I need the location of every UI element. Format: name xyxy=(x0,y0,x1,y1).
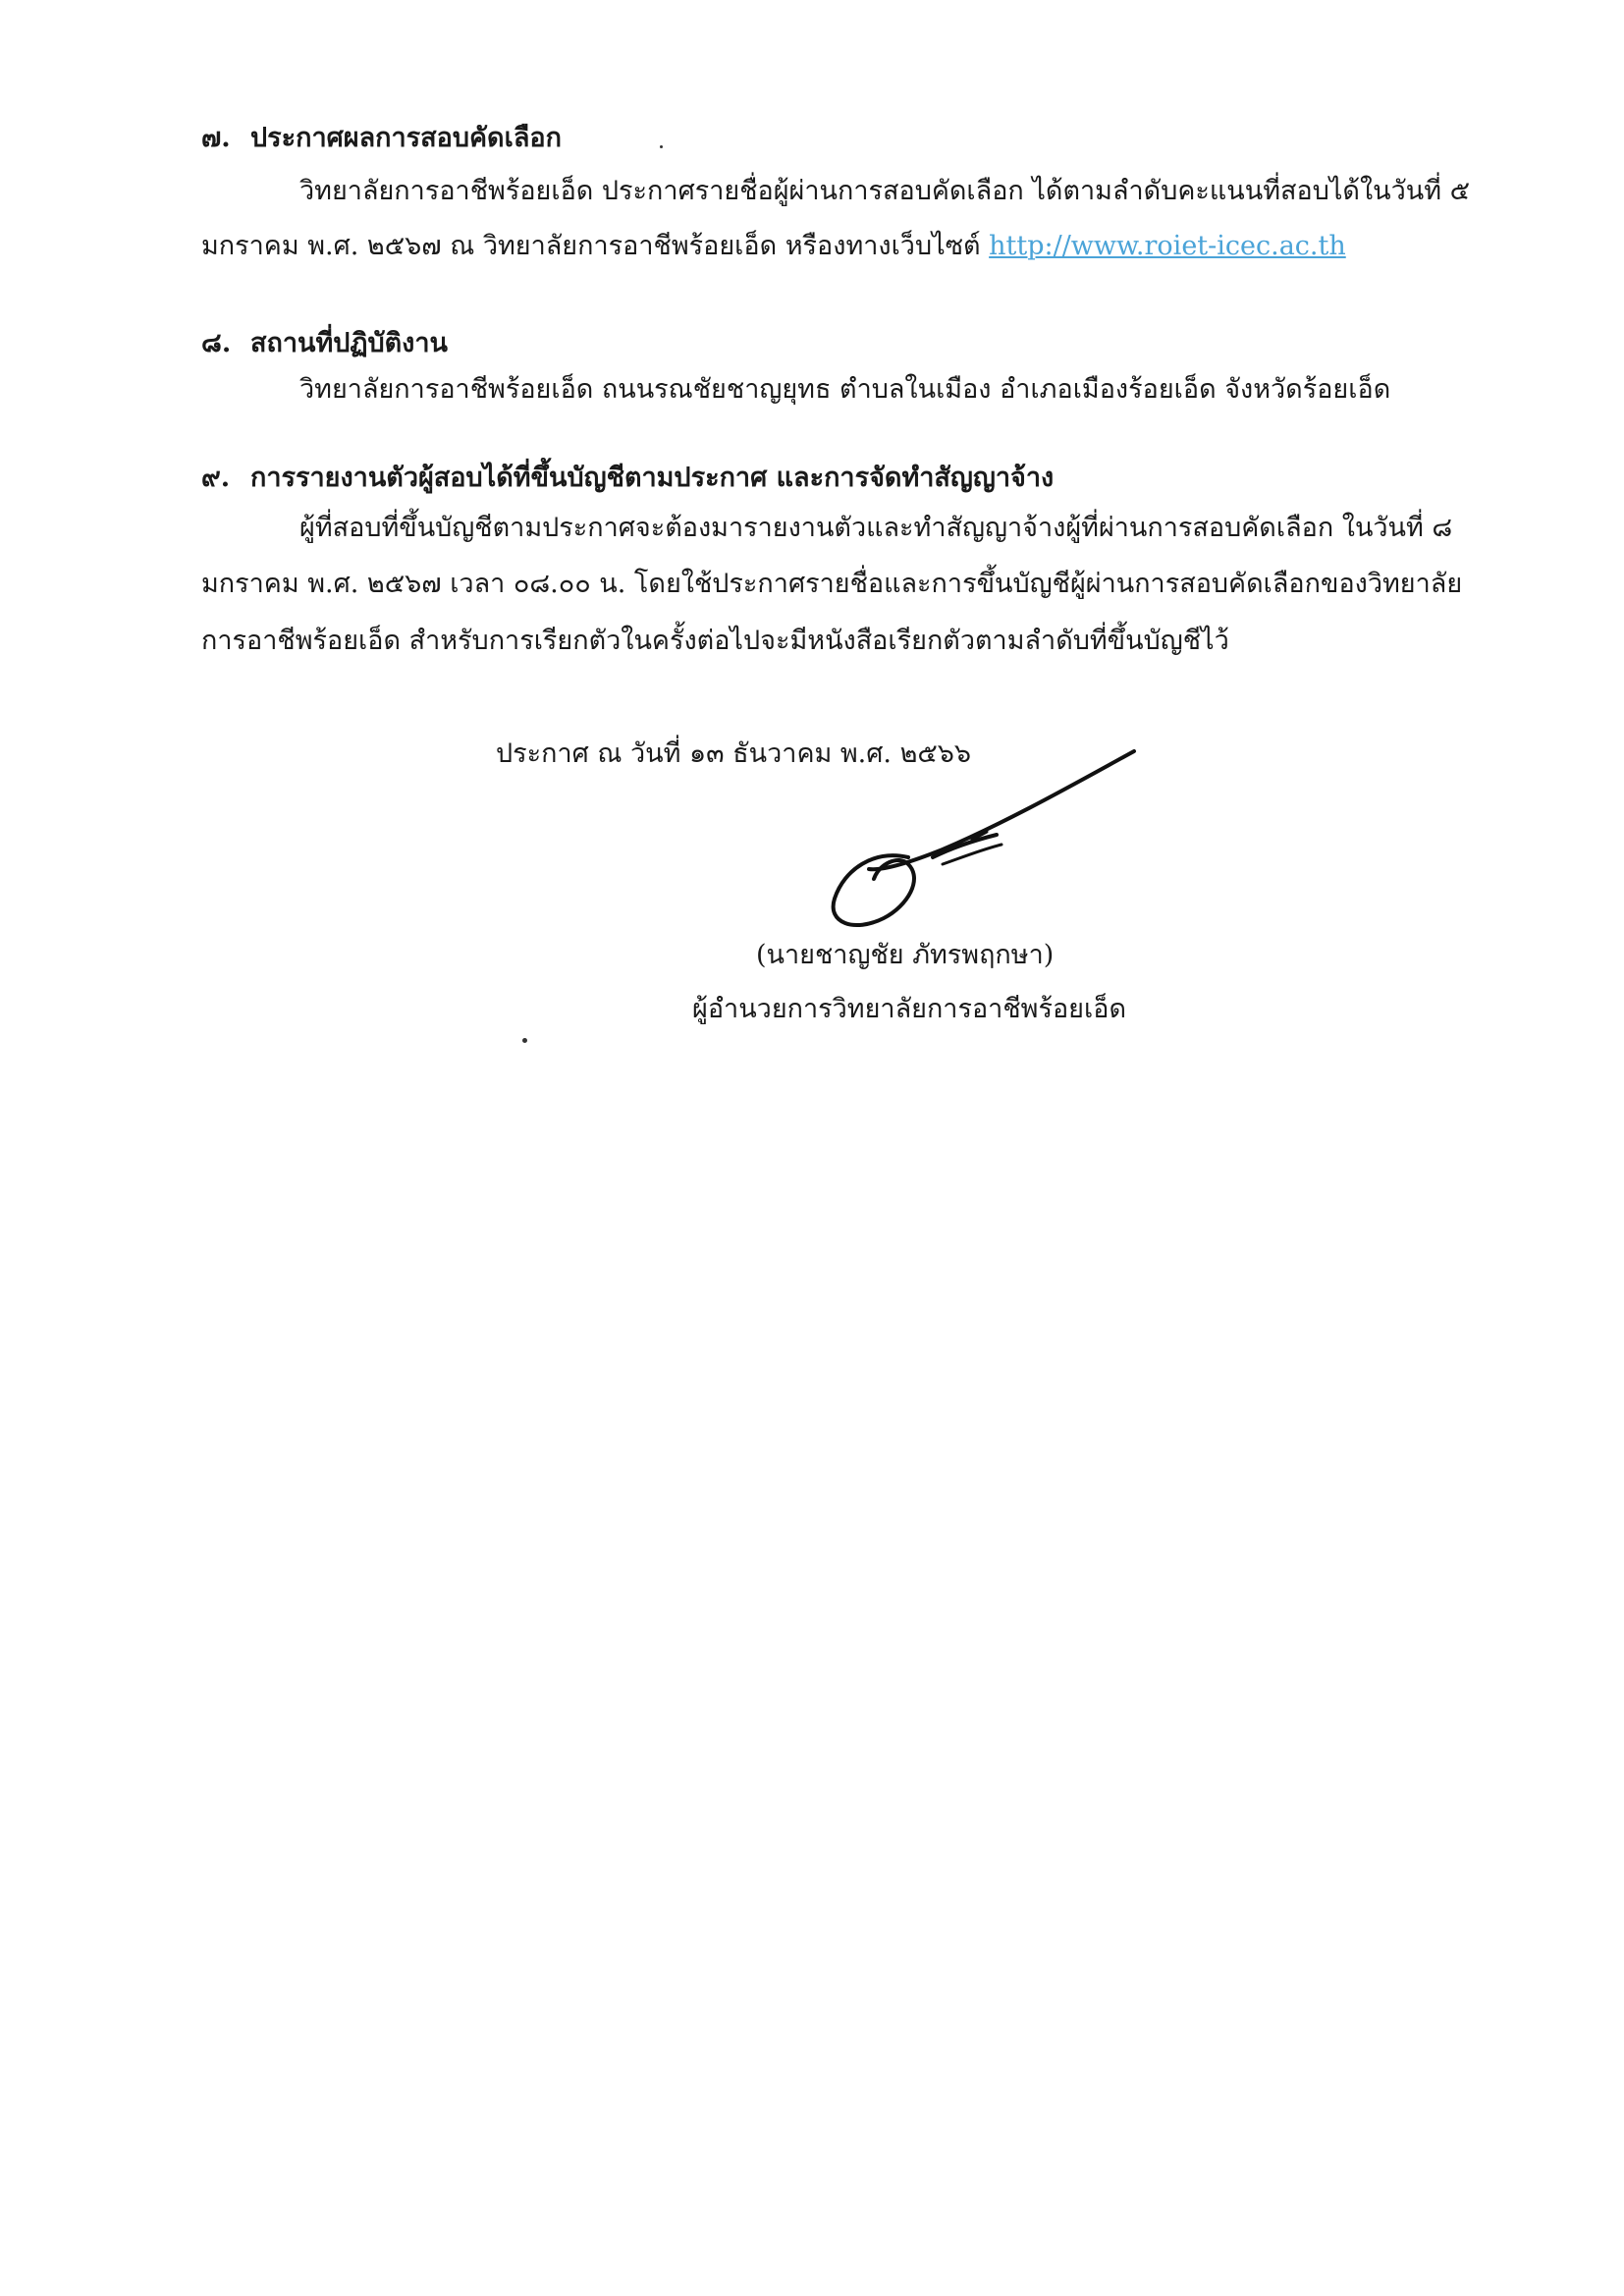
section-9-line-2: มกราคม พ.ศ. ๒๕๖๗ เวลา ๐๘.๐๐ น. โดยใช้ประกาศรายชื่อและการขึ้นบัญชีผู้ผ่านการสอบคัดเลือกของวิทยาลัย xyxy=(201,569,1463,599)
section-9-line-3: การอาชีพร้อยเอ็ด สำหรับการเรียกตัวในครั้งต่อไปจะมีหนังสือเรียกตัวตามลำดับที่ขึ้นบัญชีไว้ xyxy=(201,626,1229,656)
section-7-line-2-text: มกราคม พ.ศ. ๒๕๖๗ ณ วิทยาลัยการอาชีพร้อยเอ็ด หรืองทางเว็บไซต์ xyxy=(201,231,981,261)
section-7-number: ๗. xyxy=(201,123,231,153)
section-8-title: สถานที่ปฏิบัติงาน xyxy=(250,328,448,358)
section-9-title: การรายงานตัวผู้สอบได้ที่ขึ้นบัญชีตามประกาศ และการจัดทำสัญญาจ้าง xyxy=(250,463,1055,493)
scan-speck xyxy=(660,145,663,148)
section-9-line-1: ผู้ที่สอบที่ขึ้นบัญชีตามประกาศจะต้องมารายงานตัวและทำสัญญาจ้างผู้ที่ผ่านการสอบคัดเลือก ในวันที่ ๘ xyxy=(299,513,1453,543)
section-9-number: ๙. xyxy=(201,463,231,493)
section-7-title: ประกาศผลการสอบคัดเลือก xyxy=(250,123,562,153)
scan-speck xyxy=(522,1038,527,1043)
section-7-heading xyxy=(201,116,562,158)
section-8-heading xyxy=(201,321,448,363)
signer-position: ผู้อำนวยการวิทยาลัยการอาชีพร้อยเอ็ด xyxy=(692,994,1126,1024)
signer-name: (นายชาญชัย ภัทรพฤกษา) xyxy=(756,940,1055,970)
website-link[interactable]: http://www.roiet-icec.ac.th xyxy=(989,231,1346,261)
announcement-date: ประกาศ ณ วันที่ ๑๓ ธันวาคม พ.ศ. ๒๕๖๖ xyxy=(496,738,972,769)
section-8-number: ๘. xyxy=(201,328,232,358)
section-9-heading xyxy=(201,456,1054,498)
section-7-line-2 xyxy=(201,224,1346,266)
signature-image xyxy=(815,741,1149,938)
section-7-line-1: วิทยาลัยการอาชีพร้อยเอ็ด ประกาศรายชื่อผู้ผ่านการสอบคัดเลือก ได้ตามลำดับคะแนนที่สอบได้ในวันที่ ๕ xyxy=(299,176,1471,206)
section-8-line-1: วิทยาลัยการอาชีพร้อยเอ็ด ถนนรณชัยชาญยุทธ ตำบลในเมือง อำเภอเมืองร้อยเอ็ด จังหวัดร้อยเอ็ด xyxy=(299,374,1391,405)
